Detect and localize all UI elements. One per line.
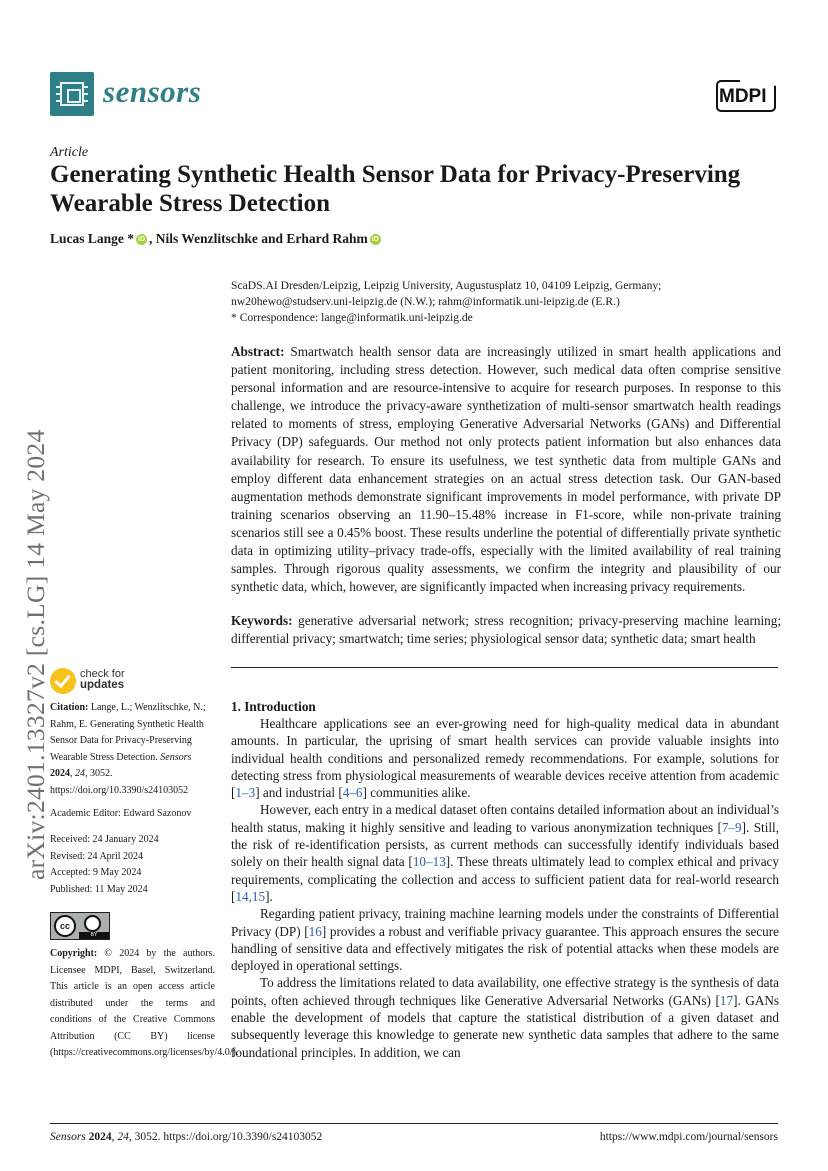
paragraph: To address the limitations related to data availability, one effective strategy is the synthesis of data points, often achieved through techniques like Generative Adversarial Networks (GANs) [17]. GANs enable the development of models that capture the statistical distribution of a given dataset and subsequently leverage this knowledge to generate new synthetic data samples that adhere to the same foundational principles. In addition, we can (231, 975, 779, 1060)
abstract (231, 343, 781, 596)
reference-link[interactable]: 16 (308, 923, 322, 939)
paragraph: However, each entry in a medical dataset often contains detailed information about an individual’s health status, making it highly sensitive and leading to various anonymization techniques [7–9]. Still, the risk of re-identification persists, as current methods can successfully identify individuals based solely on their health signal data [10–13]. These threats ultimately lead to complex ethical and privacy requirements, complicating the collection and access to sufficient patient data for real-world research [14,15]. (231, 802, 780, 904)
author-rest: , Nils Wenzlitschke and Erhard Rahm (149, 231, 368, 246)
keywords-label: Keywords: (231, 613, 293, 628)
reference-link[interactable]: 10–13 (412, 854, 446, 870)
check-for-updates-badge[interactable]: check for updates (50, 668, 170, 696)
reference-link[interactable]: 1–3 (235, 785, 256, 801)
introduction-body (231, 715, 779, 1061)
citation-block: Citation: Lange, L.; Wenzlitschke, N.; Rahm, E. Generating Synthetic Health Sensor Data for Privacy-Preserving Wearable Stress Detection. Sensors 2024, 24, 3052. https://doi.org/10.3390/s24103052 (50, 702, 206, 796)
abstract-text: Smartwatch health sensor data are increasingly utilized in smart health applications and patient monitoring, including stress detection. However, such medical data often comprise sensitive personal information and are resource-intensive to acquire for research purposes. In response to this challenge, we introduce the privacy-aware synthetization of multi-sensor smartwatch health readings related to moments of stress, employing Generative Adversarial Networks (GANs) and Differential Privacy (DP) safeguards. Our method not only protects patient information but also enhances data availability for research. To ensure its usefulness, we test synthetic data from multiple GANs and employ different data enhancement strategies on an actual stress detection task. Our GAN-based augmentation methods demonstrate significant improvements in model performance, with private DP training scenarios observing an 11.90–15.48% increase in F1-score, while non-private training scenarios still see a 0.45% boost. These results underline the potential of differentially private synthetic data in optimizing utility–privacy trade-offs, especially with the limited availability of real training samples. Through rigorous quality assessments, we confirm the integrity and plausibility of our synthetic data, which, however, are significantly impacted when increasing privacy requirements. (231, 344, 781, 595)
article-type: Article (50, 145, 89, 160)
journal-name: sensors (103, 74, 202, 109)
academic-editor: Academic Editor: Edward Sazonov (50, 808, 192, 819)
arxiv-stamp: arXiv:2401.13327v2 [cs.LG] 14 May 2024 (21, 429, 50, 880)
date-accepted: Accepted: 9 May 2024 (50, 867, 142, 878)
date-received: Received: 24 January 2024 (50, 834, 159, 845)
copyright-block: Copyright: © 2024 by the authors. Licensee MDPI, Basel, Switzerland. This article is an open access article distributed under the terms and conditions of the Creative Commons Attribution (CC BY) license (https://creativecommons.org/licenses/by/4.0/). (50, 948, 239, 1058)
paragraph: Healthcare applications see an ever-growing need for high-quality medical data in abundant amounts. In particular, the uprising of smart health services can provide valuable insights into individual health conditions and personalized remedy recommendations. For example, solutions for detecting stress from physiological measurements of wearable devices receive attention from academic [1–3] and industrial [4–6] communities alike. (231, 716, 779, 801)
divider (231, 667, 778, 668)
footer-journal-url[interactable]: https://www.mdpi.com/journal/sensors (599, 1131, 778, 1143)
journal-logo-icon (50, 72, 94, 116)
affiliation-emails: nw20hewo@studserv.uni-leipzig.de (N.W.); rahm@informatik.uni-leipzig.de (E.R.) (231, 295, 620, 308)
cc-by-license-icon[interactable]: cc BY (50, 912, 110, 940)
check-icon (50, 668, 76, 694)
footer-citation: Sensors 2024, 24, 3052. https://doi.org/10.3390/s24103052 (50, 1131, 323, 1143)
abstract-label: Abstract: (231, 344, 285, 359)
keywords (231, 612, 781, 648)
author-list (50, 231, 383, 247)
author-1: Lucas Lange * (50, 231, 135, 246)
date-published: Published: 11 May 2024 (50, 883, 148, 895)
paper-title: Generating Synthetic Health Sensor Data for Privacy-Preserving Wearable Stress Detection (50, 161, 741, 217)
reference-link[interactable]: 7–9 (721, 819, 742, 835)
affiliation (231, 278, 791, 326)
paragraph: Regarding patient privacy, training machine learning models under the constraints of Differential Privacy (DP) [16] provides a robust and verifiable privacy guarantee. This approach ensures the secure handling of sensitive data and effectively mitigates the risk of potential attacks when these models are deployed in operational settings. (231, 906, 779, 974)
keywords-text: generative adversarial network; stress recognition; privacy-preserving machine learning; differential privacy; smartwatch; time series; physiological sensor data; synthetic data; smart health (231, 613, 781, 647)
affiliation-line: ScaDS.AI Dresden/Leipzig, Leipzig University, Augustusplatz 10, 04109 Leipzig, Germany; (231, 279, 662, 292)
date-revised: Revised: 24 April 2024 (50, 850, 144, 862)
dates-block (50, 832, 215, 898)
correspondence: * Correspondence: lange@informatik.uni-leipzig.de (231, 311, 473, 324)
publisher-logo: MDPI (716, 80, 778, 114)
orcid-icon[interactable]: iD (138, 236, 146, 243)
orcid-icon[interactable]: iD (371, 236, 379, 243)
reference-link[interactable]: 4–6 (342, 785, 363, 801)
footer-divider (50, 1123, 778, 1124)
reference-link[interactable]: 17 (719, 992, 734, 1008)
section-heading: 1. Introduction (231, 699, 316, 714)
reference-link[interactable]: 14,15 (235, 888, 266, 904)
